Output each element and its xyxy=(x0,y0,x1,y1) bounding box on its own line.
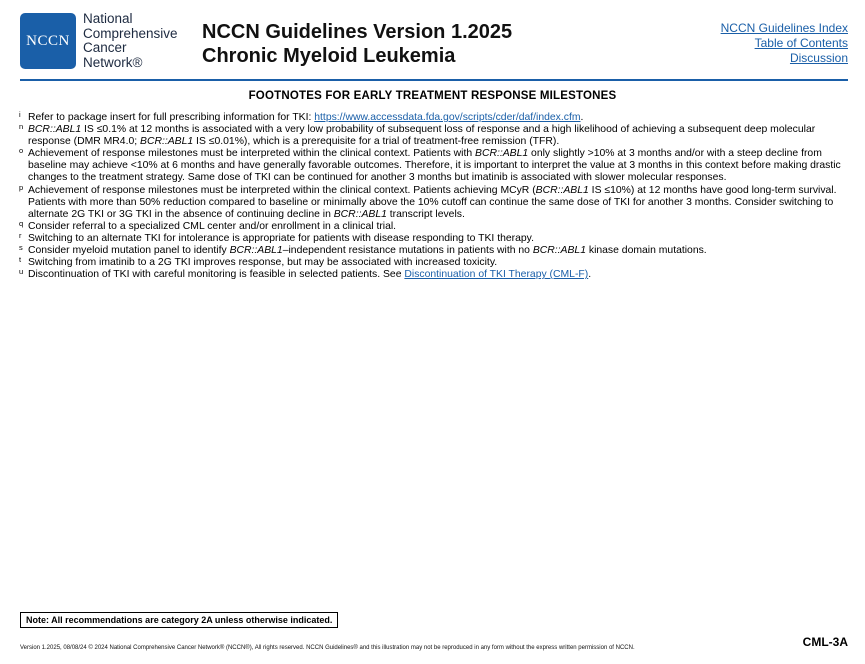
footnote-q xyxy=(19,218,851,233)
footnote-text: . xyxy=(588,269,592,281)
footnote-marker: u xyxy=(19,267,24,277)
footnote-text: transcript levels. xyxy=(386,208,465,220)
footnote-text: Refer to package insert for full prescribing information for TKI: xyxy=(28,112,315,123)
guideline-topic: Chronic Myeloid Leukemia xyxy=(202,45,456,67)
header-divider xyxy=(20,79,848,81)
footnote-n xyxy=(19,124,851,148)
gene-name: BCR::ABL1 xyxy=(333,208,387,220)
footnote-text: Consider referral to a specialized CML center and/or enrollment in a clinical trial. xyxy=(28,220,397,232)
footnote-p xyxy=(19,182,851,221)
section-heading: FOOTNOTES FOR EARLY TREATMENT RESPONSE MILESTONES xyxy=(248,90,617,102)
nav-links xyxy=(721,21,848,66)
guideline-version: NCCN Guidelines Version 1.2025 xyxy=(202,21,513,43)
footnote-text: –independent resistance mutations in patients with no xyxy=(282,245,533,257)
logo-line: National xyxy=(83,11,133,26)
footnote-marker: i xyxy=(19,110,21,119)
footnote-marker: o xyxy=(19,146,24,156)
footnote-s xyxy=(19,245,851,257)
footnote-t xyxy=(19,257,851,269)
footnote-text: Switching from imatinib to a 2G TKI improves response, but may be associated with increased toxicity. xyxy=(28,257,498,269)
logo-wordmark xyxy=(83,12,178,70)
footnote-text: Consider myeloid mutation panel to identify xyxy=(28,245,230,257)
footnote-text: only slightly >10% at 3 months and/or with a steep decline from baseline may achieve <10% at 6 months and have generally favorable outcomes. Therefore, it is important to interpret the value at 3 months in this context before making drastic changes to the treatment strategy. Same dose of TKI can be continued for another 3 months but imatinib is associated with slower molecular responses. xyxy=(28,148,841,184)
footnote-o xyxy=(19,148,851,184)
gene-name: BCR::ABL1 xyxy=(140,136,194,148)
gene-name: BCR::ABL1 xyxy=(535,184,589,196)
discussion-link[interactable]: Discussion xyxy=(789,51,848,65)
copyright-text: Version 1.2025, 08/08/24 © 2024 National Comprehensive Cancer Network® (NCCN®), All rights reserved. NCCN Guidelines® and this illustration may not be reproduced in any form without the express written permission of NCCN. xyxy=(20,645,635,651)
footnote-marker: t xyxy=(19,255,22,265)
logo-line: Network® xyxy=(83,54,143,70)
footnote-text: kinase domain mutations. xyxy=(585,245,707,257)
gene-name: BCR::ABL1 xyxy=(532,245,586,257)
footnote-i xyxy=(19,112,851,124)
footnote-r xyxy=(19,230,851,245)
footnote-link[interactable]: Discontinuation of TKI Therapy (CML-F) xyxy=(404,269,589,281)
gene-name: BCR::ABL1 xyxy=(475,148,529,160)
footnote-marker: p xyxy=(19,182,24,192)
footnote-text: IS ≤0.01%), which is a prerequisite for a trial of treatment-free remission (TFR). xyxy=(193,136,560,148)
footnote-text: Discontinuation of TKI with careful monitoring is feasible in selected patients. See xyxy=(28,269,405,281)
footnote-text: Achievement of response milestones must be interpreted within the clinical context. Patients with xyxy=(28,148,476,160)
logo-line: Comprehensive xyxy=(83,25,178,41)
footnote-marker: s xyxy=(19,243,23,253)
footnote-text: IS ≤10%) at 12 months have good long-term survival. Patients with more than 50% reduction compared to baseline or minimally above the 10% cutoff can continue the same dose of TKI for another 3 months. Consider switching to alternate 2G TKI or 3G TKI in the absence of continuing decline in xyxy=(28,184,837,220)
nccn-logo xyxy=(20,12,178,70)
footnote-marker: q xyxy=(19,218,24,228)
footnote-marker: r xyxy=(19,230,22,240)
footnote-text: IS ≤0.1% at 12 months is associated with a very low probability of subsequent loss of response and a high likelihood of achieving a subsequent deep molecular response (DMR MR4.0; xyxy=(28,124,816,148)
footnote-text: . xyxy=(580,112,584,123)
logo-badge: NCCN xyxy=(20,13,76,69)
table-of-contents-link[interactable]: Table of Contents xyxy=(754,36,848,50)
guidelines-index-link[interactable]: NCCN Guidelines Index xyxy=(720,21,848,35)
category-note: Note: All recommendations are category 2A unless otherwise indicated. xyxy=(20,612,338,628)
footnote-link[interactable]: https://www.accessdata.fda.gov/scripts/cder/daf/index.cfm xyxy=(314,112,581,123)
footnote-text: Achievement of response milestones must be interpreted within the clinical context. Patients achieving MCyR ( xyxy=(28,184,536,196)
page-title xyxy=(202,20,512,68)
footnote-u xyxy=(19,269,851,281)
page-id: CML-3A xyxy=(802,635,848,649)
footnote-marker: n xyxy=(19,122,24,132)
logo-line: Cancer xyxy=(83,40,127,55)
footnote-text: Switching to an alternate TKI for intolerance is appropriate for patients with disease responding to TKI therapy. xyxy=(28,232,534,244)
gene-name: BCR::ABL1 xyxy=(28,124,82,136)
footnote-list xyxy=(19,112,851,281)
gene-name: BCR::ABL1 xyxy=(229,245,283,257)
